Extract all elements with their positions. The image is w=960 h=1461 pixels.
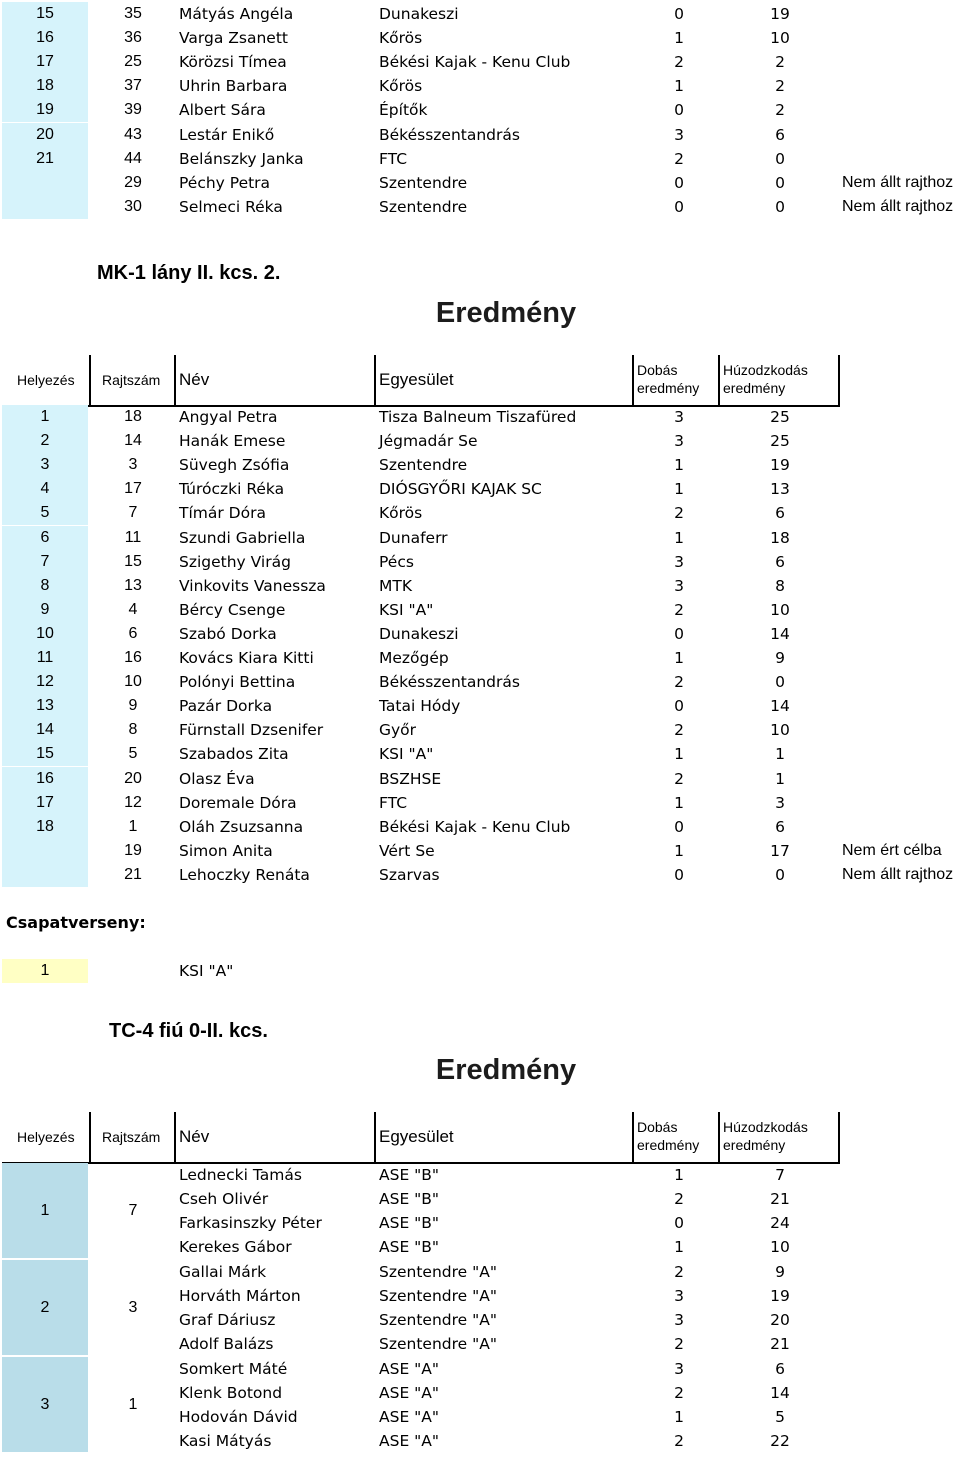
club-cell: Kőrös bbox=[379, 77, 423, 96]
rank-cell: 16 bbox=[2, 26, 88, 50]
table-row bbox=[0, 550, 960, 574]
name-cell: Szabados Zita bbox=[179, 745, 289, 764]
table-row bbox=[0, 526, 960, 550]
pull-cell: 22 bbox=[770, 1432, 790, 1450]
section2-title: TC-4 fiú 0-II. kcs. bbox=[109, 1020, 268, 1042]
name-cell: Albert Sára bbox=[179, 101, 266, 120]
bib-cell: 25 bbox=[124, 53, 142, 71]
rank-cell: 8 bbox=[2, 574, 88, 598]
rank-cell: 17 bbox=[2, 791, 88, 815]
club-cell: ASE "A" bbox=[379, 1360, 440, 1378]
pull-cell: 17 bbox=[770, 841, 790, 860]
pull-cell: 1 bbox=[775, 745, 785, 764]
rank-cell: 19 bbox=[2, 98, 88, 122]
club-cell: Dunakeszi bbox=[379, 624, 459, 643]
name-cell: Mátyás Angéla bbox=[179, 5, 294, 23]
club-cell: Szentendre bbox=[379, 456, 468, 475]
throw-cell: 2 bbox=[674, 673, 684, 692]
pull-cell: 8 bbox=[775, 576, 785, 595]
name-cell: Angyal Petra bbox=[179, 408, 278, 426]
rank-cell bbox=[2, 839, 88, 863]
table-row bbox=[0, 26, 960, 50]
pull-cell: 20 bbox=[770, 1311, 790, 1329]
rank-cell: 2 bbox=[2, 429, 88, 453]
pull-cell: 14 bbox=[770, 1384, 790, 1402]
name-cell: Péchy Petra bbox=[179, 173, 271, 192]
throw-cell: 3 bbox=[674, 125, 684, 144]
name-cell: Olasz Éva bbox=[179, 769, 255, 788]
throw-cell: 2 bbox=[674, 600, 684, 619]
table-row bbox=[0, 429, 960, 453]
bib-cell: 7 bbox=[128, 504, 138, 522]
rank-cell: 1 bbox=[2, 405, 88, 429]
team-rank: 2 bbox=[40, 1299, 50, 1316]
name-cell: Somkert Máté bbox=[179, 1360, 288, 1378]
throw-cell: 0 bbox=[674, 624, 684, 643]
team-rank: 1 bbox=[40, 1202, 50, 1219]
bib-cell: 1 bbox=[128, 817, 138, 835]
header-name: Név bbox=[179, 370, 210, 389]
pull-cell: 2 bbox=[775, 53, 785, 72]
club-cell: Tisza Balneum Tiszafüred bbox=[379, 408, 577, 426]
rank-cell: 6 bbox=[2, 526, 88, 550]
club-cell: FTC bbox=[379, 793, 408, 812]
team-member-row bbox=[0, 1332, 960, 1356]
rank-cell: 20 bbox=[2, 123, 88, 147]
pull-cell: 3 bbox=[775, 793, 785, 812]
header-pull-2: eredmény bbox=[723, 380, 786, 396]
club-cell: BSZHSE bbox=[379, 769, 442, 788]
bib-cell: 19 bbox=[124, 841, 142, 859]
name-cell: Szundi Gabriella bbox=[179, 528, 306, 547]
pull-cell: 10 bbox=[770, 29, 790, 48]
club-cell: Békési Kajak - Kenu Club bbox=[379, 53, 571, 72]
rank-cell: 17 bbox=[2, 50, 88, 74]
rank-cell: 18 bbox=[2, 74, 88, 98]
throw-cell: 1 bbox=[674, 793, 684, 812]
bib-cell: 37 bbox=[124, 77, 142, 95]
team-competition-rank: 1 bbox=[40, 962, 50, 979]
header-club: Egyesület bbox=[379, 1127, 454, 1146]
section2-heading: Eredmény bbox=[435, 1054, 577, 1086]
throw-cell: 1 bbox=[674, 480, 684, 499]
bib-cell: 36 bbox=[124, 29, 142, 47]
name-cell: Cseh Olivér bbox=[179, 1190, 269, 1208]
name-cell: Lehoczky Renáta bbox=[179, 865, 310, 884]
throw-cell: 2 bbox=[674, 769, 684, 788]
rank-cell bbox=[2, 171, 88, 195]
throw-cell: 1 bbox=[674, 77, 684, 96]
name-cell: Pazár Dorka bbox=[179, 697, 273, 716]
rank-cell: 11 bbox=[2, 646, 88, 670]
name-cell: Horváth Márton bbox=[179, 1287, 301, 1305]
throw-cell: 2 bbox=[674, 53, 684, 72]
rank-cell: 13 bbox=[2, 694, 88, 718]
name-cell: Simon Anita bbox=[179, 841, 273, 860]
throw-cell: 3 bbox=[674, 408, 684, 426]
rank-cell bbox=[2, 195, 88, 219]
header-rank: Helyezés bbox=[17, 1129, 75, 1145]
bib-cell: 8 bbox=[128, 721, 138, 739]
header-pull-1: Húzodzkodás bbox=[723, 362, 808, 378]
pull-cell: 18 bbox=[770, 528, 790, 547]
name-cell: Tímár Dóra bbox=[179, 504, 266, 523]
pull-cell: 6 bbox=[775, 125, 785, 144]
throw-cell: 0 bbox=[674, 865, 684, 884]
rank-cell: 16 bbox=[2, 767, 88, 791]
header-pull-2: eredmény bbox=[723, 1137, 786, 1153]
club-cell: ASE "A" bbox=[379, 1408, 440, 1426]
club-cell: Szarvas bbox=[379, 865, 440, 884]
team-member-row bbox=[0, 1429, 960, 1453]
throw-cell: 3 bbox=[674, 432, 684, 451]
header-bib: Rajtszám bbox=[102, 1129, 161, 1145]
name-cell: Kasi Mátyás bbox=[179, 1432, 272, 1450]
team-bib: 3 bbox=[128, 1299, 138, 1316]
header-name: Név bbox=[179, 1127, 210, 1146]
rank-cell: 10 bbox=[2, 622, 88, 646]
bib-cell: 15 bbox=[124, 552, 142, 570]
throw-cell: 1 bbox=[674, 29, 684, 48]
name-cell: Fürnstall Dzsenifer bbox=[179, 721, 324, 740]
club-cell: KSI "A" bbox=[379, 600, 434, 619]
team-member-row bbox=[0, 1163, 960, 1187]
pull-cell: 9 bbox=[775, 1263, 785, 1281]
pull-cell: 19 bbox=[770, 5, 790, 23]
throw-cell: 0 bbox=[674, 817, 684, 836]
bib-cell: 43 bbox=[124, 125, 142, 143]
throw-cell: 2 bbox=[674, 1190, 684, 1208]
team-member-row bbox=[0, 1381, 960, 1405]
team-member-row bbox=[0, 1357, 960, 1381]
club-cell: Építők bbox=[379, 101, 428, 120]
name-cell: Vinkovits Vanessza bbox=[179, 576, 326, 595]
header-throw-2: eredmény bbox=[637, 380, 700, 396]
table-row bbox=[0, 767, 960, 791]
pull-cell: 2 bbox=[775, 77, 785, 96]
header-club: Egyesület bbox=[379, 370, 454, 389]
table-row bbox=[0, 622, 960, 646]
bib-cell: 3 bbox=[128, 456, 138, 474]
throw-cell: 2 bbox=[674, 1432, 684, 1450]
rank-cell: 5 bbox=[2, 501, 88, 525]
bib-cell: 5 bbox=[128, 745, 138, 763]
team-member-row bbox=[0, 1284, 960, 1308]
rank-cell: 18 bbox=[2, 815, 88, 839]
name-cell: Gallai Márk bbox=[179, 1263, 267, 1281]
bib-cell: 44 bbox=[124, 149, 142, 167]
rank-cell: 14 bbox=[2, 718, 88, 742]
pull-cell: 10 bbox=[770, 721, 790, 740]
pull-cell: 21 bbox=[770, 1190, 790, 1208]
pull-cell: 19 bbox=[770, 456, 790, 475]
team-member-row bbox=[0, 1405, 960, 1429]
throw-cell: 1 bbox=[674, 841, 684, 860]
section2-header bbox=[0, 1112, 960, 1164]
bib-cell: 12 bbox=[124, 793, 142, 811]
bib-cell: 11 bbox=[124, 528, 142, 546]
team-competition-team: KSI "A" bbox=[179, 962, 234, 980]
table-row bbox=[0, 742, 960, 766]
team-bib: 7 bbox=[128, 1202, 138, 1219]
pull-cell: 0 bbox=[775, 173, 785, 192]
pull-cell: 6 bbox=[775, 817, 785, 836]
throw-cell: 0 bbox=[674, 697, 684, 716]
pull-cell: 6 bbox=[775, 552, 785, 571]
pull-cell: 10 bbox=[770, 1238, 790, 1256]
name-cell: Túróczki Réka bbox=[179, 480, 285, 499]
table-row bbox=[0, 791, 960, 815]
bib-cell: 4 bbox=[128, 600, 138, 618]
name-cell: Kovács Kiara Kitti bbox=[179, 649, 314, 667]
bib-cell: 16 bbox=[124, 649, 142, 666]
rank-cell: 21 bbox=[2, 147, 88, 171]
table-row bbox=[0, 453, 960, 477]
table-row bbox=[0, 839, 960, 863]
club-cell: Szentendre "A" bbox=[379, 1335, 497, 1353]
club-cell: Kőrös bbox=[379, 504, 423, 523]
throw-cell: 0 bbox=[674, 101, 684, 120]
name-cell: Klenk Botond bbox=[179, 1384, 283, 1402]
club-cell: KSI "A" bbox=[379, 745, 434, 764]
throw-cell: 1 bbox=[674, 1166, 684, 1184]
section1-heading: Eredmény bbox=[435, 297, 577, 329]
throw-cell: 2 bbox=[674, 1263, 684, 1281]
rank-cell: 4 bbox=[2, 477, 88, 501]
table-row bbox=[0, 98, 960, 122]
throw-cell: 1 bbox=[674, 1408, 684, 1426]
table-row bbox=[0, 123, 960, 147]
pull-cell: 0 bbox=[775, 149, 785, 168]
name-cell: Selmeci Réka bbox=[179, 197, 283, 216]
pull-cell: 2 bbox=[775, 101, 785, 120]
throw-cell: 2 bbox=[674, 149, 684, 168]
club-cell: Vért Se bbox=[379, 841, 435, 860]
throw-cell: 1 bbox=[674, 649, 684, 667]
throw-cell: 3 bbox=[674, 576, 684, 595]
table-row bbox=[0, 694, 960, 718]
club-cell: ASE "B" bbox=[379, 1214, 440, 1232]
table-row bbox=[0, 598, 960, 622]
name-cell: Szigethy Virág bbox=[179, 552, 291, 571]
pull-cell: 19 bbox=[770, 1287, 790, 1305]
team-member-row bbox=[0, 1308, 960, 1332]
bib-cell: 39 bbox=[124, 101, 142, 119]
rank-cell: 12 bbox=[2, 670, 88, 694]
header-throw-1: Dobás bbox=[637, 362, 678, 378]
club-cell: Kőrös bbox=[379, 29, 423, 48]
throw-cell: 2 bbox=[674, 1335, 684, 1353]
club-cell: Mezőgép bbox=[379, 649, 449, 667]
rank-cell: 7 bbox=[2, 550, 88, 574]
note-cell: Nem állt rajthoz bbox=[842, 197, 954, 215]
rank-cell: 15 bbox=[2, 2, 88, 26]
table-row bbox=[0, 195, 960, 219]
pull-cell: 10 bbox=[770, 600, 790, 619]
bib-cell: 30 bbox=[124, 197, 142, 215]
name-cell: Oláh Zsuzsanna bbox=[179, 817, 304, 836]
name-cell: Polónyi Bettina bbox=[179, 673, 296, 692]
throw-cell: 3 bbox=[674, 1287, 684, 1305]
team-member-row bbox=[0, 1187, 960, 1211]
table-row bbox=[0, 574, 960, 598]
pull-cell: 25 bbox=[770, 408, 790, 426]
name-cell: Lednecki Tamás bbox=[179, 1166, 302, 1184]
club-cell: ASE "B" bbox=[379, 1190, 440, 1208]
header-pull-1: Húzodzkodás bbox=[723, 1119, 808, 1135]
team-member-row bbox=[0, 1211, 960, 1235]
bib-cell: 10 bbox=[124, 673, 142, 691]
name-cell: Belánszky Janka bbox=[179, 149, 304, 168]
bib-cell: 13 bbox=[124, 576, 142, 594]
table-row bbox=[0, 670, 960, 694]
pull-cell: 14 bbox=[770, 697, 790, 716]
team-member-row bbox=[0, 1235, 960, 1259]
bib-cell: 6 bbox=[128, 624, 138, 642]
club-cell: Békésszentandrás bbox=[379, 125, 520, 144]
table-row bbox=[0, 50, 960, 74]
club-cell: Szentendre "A" bbox=[379, 1311, 497, 1329]
throw-cell: 0 bbox=[674, 197, 684, 216]
note-cell: Nem állt rajthoz bbox=[842, 865, 954, 883]
table-row bbox=[0, 501, 960, 525]
club-cell: Dunaferr bbox=[379, 528, 448, 547]
rank-cell bbox=[2, 863, 88, 887]
club-cell: Békési Kajak - Kenu Club bbox=[379, 817, 571, 836]
club-cell: Szentendre bbox=[379, 197, 468, 216]
bib-cell: 35 bbox=[124, 5, 142, 22]
pull-cell: 25 bbox=[770, 432, 790, 451]
bib-cell: 29 bbox=[124, 173, 142, 191]
table-row bbox=[0, 815, 960, 839]
pull-cell: 0 bbox=[775, 865, 785, 884]
name-cell: Körözsi Tímea bbox=[179, 53, 287, 72]
table-row bbox=[0, 405, 960, 429]
club-cell: DIÓSGYŐRI KAJAK SC bbox=[379, 480, 542, 499]
club-cell: Szentendre bbox=[379, 173, 468, 192]
club-cell: ASE "A" bbox=[379, 1432, 440, 1450]
bib-cell: 18 bbox=[124, 408, 142, 425]
team-member-row bbox=[0, 1260, 960, 1284]
club-cell: Pécs bbox=[379, 552, 414, 571]
throw-cell: 0 bbox=[674, 1214, 684, 1232]
note-cell: Nem állt rajthoz bbox=[842, 173, 954, 191]
rank-cell: 9 bbox=[2, 598, 88, 622]
club-cell: Jégmadár Se bbox=[379, 432, 478, 451]
name-cell: Varga Zsanett bbox=[179, 29, 288, 48]
club-cell: Dunakeszi bbox=[379, 5, 459, 23]
rank-cell: 3 bbox=[2, 453, 88, 477]
bib-cell: 9 bbox=[128, 697, 138, 715]
pull-cell: 7 bbox=[775, 1166, 785, 1184]
header-rank: Helyezés bbox=[17, 372, 75, 388]
name-cell: Uhrin Barbara bbox=[179, 77, 288, 96]
table-row bbox=[0, 477, 960, 501]
pull-cell: 21 bbox=[770, 1335, 790, 1353]
pull-cell: 0 bbox=[775, 673, 785, 692]
table-row bbox=[0, 74, 960, 98]
header-bib: Rajtszám bbox=[102, 372, 161, 388]
name-cell: Farkasinszky Péter bbox=[179, 1214, 322, 1232]
team-bib: 1 bbox=[128, 1396, 138, 1413]
pull-cell: 13 bbox=[770, 480, 790, 499]
name-cell: Hodován Dávid bbox=[179, 1408, 298, 1426]
pull-cell: 9 bbox=[775, 649, 785, 667]
table-row bbox=[0, 646, 960, 670]
name-cell: Szabó Dorka bbox=[179, 624, 277, 643]
throw-cell: 3 bbox=[674, 1360, 684, 1378]
throw-cell: 1 bbox=[674, 528, 684, 547]
pull-cell: 24 bbox=[770, 1214, 790, 1232]
name-cell: Adolf Balázs bbox=[179, 1335, 274, 1353]
throw-cell: 0 bbox=[674, 5, 684, 23]
throw-cell: 3 bbox=[674, 552, 684, 571]
bib-cell: 14 bbox=[124, 432, 142, 450]
pull-cell: 14 bbox=[770, 624, 790, 643]
pull-cell: 6 bbox=[775, 504, 785, 523]
throw-cell: 2 bbox=[674, 1384, 684, 1402]
club-cell: FTC bbox=[379, 149, 408, 168]
name-cell: Bércy Csenge bbox=[179, 600, 286, 619]
name-cell: Doremale Dóra bbox=[179, 793, 297, 812]
name-cell: Kerekes Gábor bbox=[179, 1238, 292, 1256]
throw-cell: 1 bbox=[674, 456, 684, 475]
table-row bbox=[0, 718, 960, 742]
pull-cell: 6 bbox=[775, 1360, 785, 1378]
club-cell: ASE "B" bbox=[379, 1238, 440, 1256]
name-cell: Lestár Enikő bbox=[179, 125, 275, 144]
club-cell: ASE "B" bbox=[379, 1166, 440, 1184]
pull-cell: 5 bbox=[775, 1408, 785, 1426]
table-row bbox=[0, 2, 960, 26]
club-cell: Szentendre "A" bbox=[379, 1263, 497, 1281]
note-cell: Nem ért célba bbox=[842, 841, 942, 859]
throw-cell: 1 bbox=[674, 1238, 684, 1256]
club-cell: Győr bbox=[379, 721, 417, 740]
header-throw-1: Dobás bbox=[637, 1119, 678, 1135]
team-competition-label: Csapatverseny: bbox=[6, 913, 146, 932]
throw-cell: 1 bbox=[674, 745, 684, 764]
header-throw-2: eredmény bbox=[637, 1137, 700, 1153]
throw-cell: 2 bbox=[674, 504, 684, 523]
rank-cell: 15 bbox=[2, 742, 88, 766]
club-cell: MTK bbox=[379, 576, 413, 595]
throw-cell: 0 bbox=[674, 173, 684, 192]
club-cell: ASE "A" bbox=[379, 1384, 440, 1402]
team-rank: 3 bbox=[40, 1396, 50, 1413]
throw-cell: 2 bbox=[674, 721, 684, 740]
bib-cell: 17 bbox=[124, 480, 142, 498]
pull-cell: 1 bbox=[775, 769, 785, 788]
club-cell: Békésszentandrás bbox=[379, 673, 520, 692]
table-row bbox=[0, 863, 960, 887]
table-row bbox=[0, 171, 960, 195]
name-cell: Graf Dáriusz bbox=[179, 1311, 276, 1329]
table-row bbox=[0, 147, 960, 171]
club-cell: Tatai Hódy bbox=[379, 697, 461, 716]
bib-cell: 21 bbox=[124, 865, 142, 883]
pull-cell: 0 bbox=[775, 197, 785, 216]
name-cell: Hanák Emese bbox=[179, 432, 286, 451]
name-cell: Süvegh Zsófia bbox=[179, 456, 290, 475]
section1-header bbox=[0, 355, 960, 407]
bib-cell: 20 bbox=[124, 769, 142, 787]
section1-title: MK-1 lány II. kcs. 2. bbox=[97, 262, 281, 284]
throw-cell: 3 bbox=[674, 1311, 684, 1329]
club-cell: Szentendre "A" bbox=[379, 1287, 497, 1305]
